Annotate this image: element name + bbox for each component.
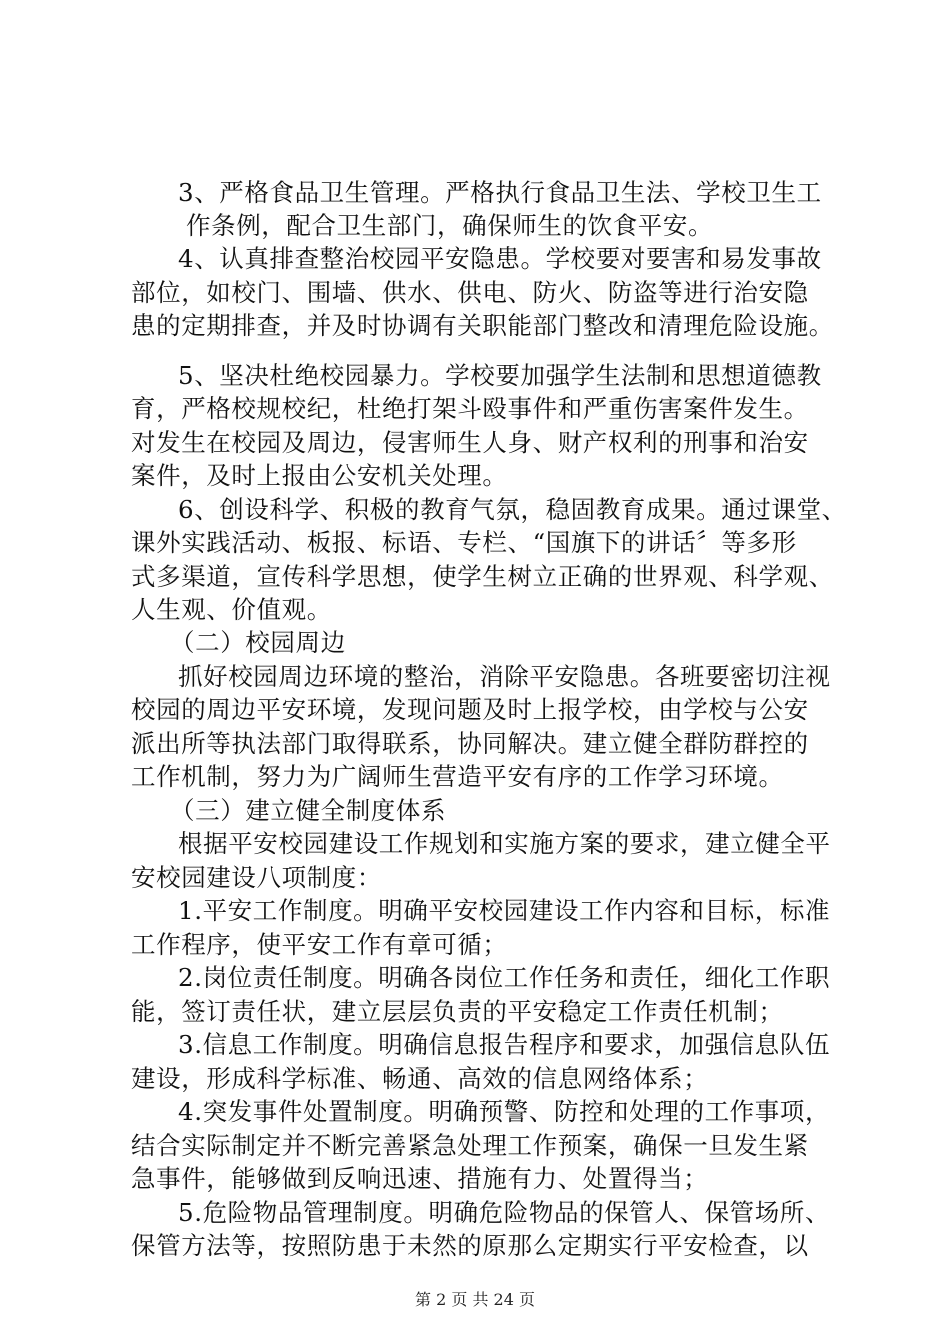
text-line: 育，严格校规校纪，杜绝打架斗殴事件和严重伤害案件发生。 (131, 394, 809, 423)
text-line: 作条例，配合卫生部门，确保师生的饮食平安。 (186, 211, 714, 240)
text-line: 工作机制，努力为广阔师生营造平安有序的工作学习环境。 (131, 762, 784, 791)
text-line: 对发生在校园及周边，侵害师生人身、财产权利的刑事和治安 (131, 428, 809, 457)
section-heading: （二）校园周边 (170, 628, 346, 657)
text-line: 式多渠道，宣传科学思想，使学生树立正确的世界观、科学观、 (131, 562, 834, 591)
text-line: 2.岗位责任制度。明确各岗位工作任务和责任，细化工作职 (178, 963, 831, 992)
text-line: 部位，如校门、围墙、供水、供电、防火、防盗等进行治安隐 (131, 278, 809, 307)
text-line: 4、认真排查整治校园平安隐患。学校要对要害和易发事故 (178, 244, 822, 273)
text-line: 1.平安工作制度。明确平安校园建设工作内容和目标，标准 (178, 896, 831, 925)
text-line: 案件，及时上报由公安机关处理。 (131, 461, 508, 490)
text-line: 抓好校园周边环境的整治，消除平安隐患。各班要密切注视 (178, 662, 831, 691)
text-line: 校园的周边平安环境，发现问题及时上报学校，由学校与公安 (131, 695, 809, 724)
text-line: 4.突发事件处置制度。明确预警、防控和处理的工作事项， (178, 1097, 831, 1126)
text-line: 结合实际制定并不断完善紧急处理工作预案，确保一旦发生紧 (131, 1131, 809, 1160)
text-line: 3.信息工作制度。明确信息报告程序和要求，加强信息队伍 (178, 1030, 831, 1059)
text-line: 保管方法等，按照防患于未然的原那么定期实行平安检查，以 (131, 1231, 809, 1260)
text-line: 6、创设科学、积极的教育气氛，稳固教育成果。通过课堂、 (178, 495, 847, 524)
text-line: 5、坚决杜绝校园暴力。学校要加强学生法制和思想道德教 (178, 361, 822, 390)
text-line: 安校园建设八项制度： (131, 863, 382, 892)
text-line: 急事件，能够做到反响迅速、措施有力、处置得当； (131, 1164, 709, 1193)
text-line: 根据平安校园建设工作规划和实施方案的要求，建立健全平 (178, 829, 831, 858)
section-heading: （三）建立健全制度体系 (170, 796, 447, 825)
text-line: 患的定期排查，并及时协调有关职能部门整改和清理危险设施。 (131, 311, 834, 340)
text-line: 3、严格食品卫生管理。严格执行食品卫生法、学校卫生工 (178, 178, 822, 207)
text-line: 人生观、价值观。 (131, 595, 332, 624)
text-line: 课外实践活动、板报、标语、专栏、“国旗下的讲话〞等多形 (131, 528, 797, 557)
text-line: 5.危险物品管理制度。明确危险物品的保管人、保管场所、 (178, 1198, 831, 1227)
text-line: 派出所等执法部门取得联系，协同解决。建立健全群防群控的 (131, 729, 809, 758)
text-line: 建设，形成科学标准、畅通、高效的信息网络体系； (131, 1064, 709, 1093)
page-footer: 第 2 页 共 24 页 (415, 1290, 535, 1309)
text-line: 能，签订责任状，建立层层负责的平安稳定工作责任机制； (131, 997, 784, 1026)
text-line: 工作程序，使平安工作有章可循； (131, 930, 508, 959)
